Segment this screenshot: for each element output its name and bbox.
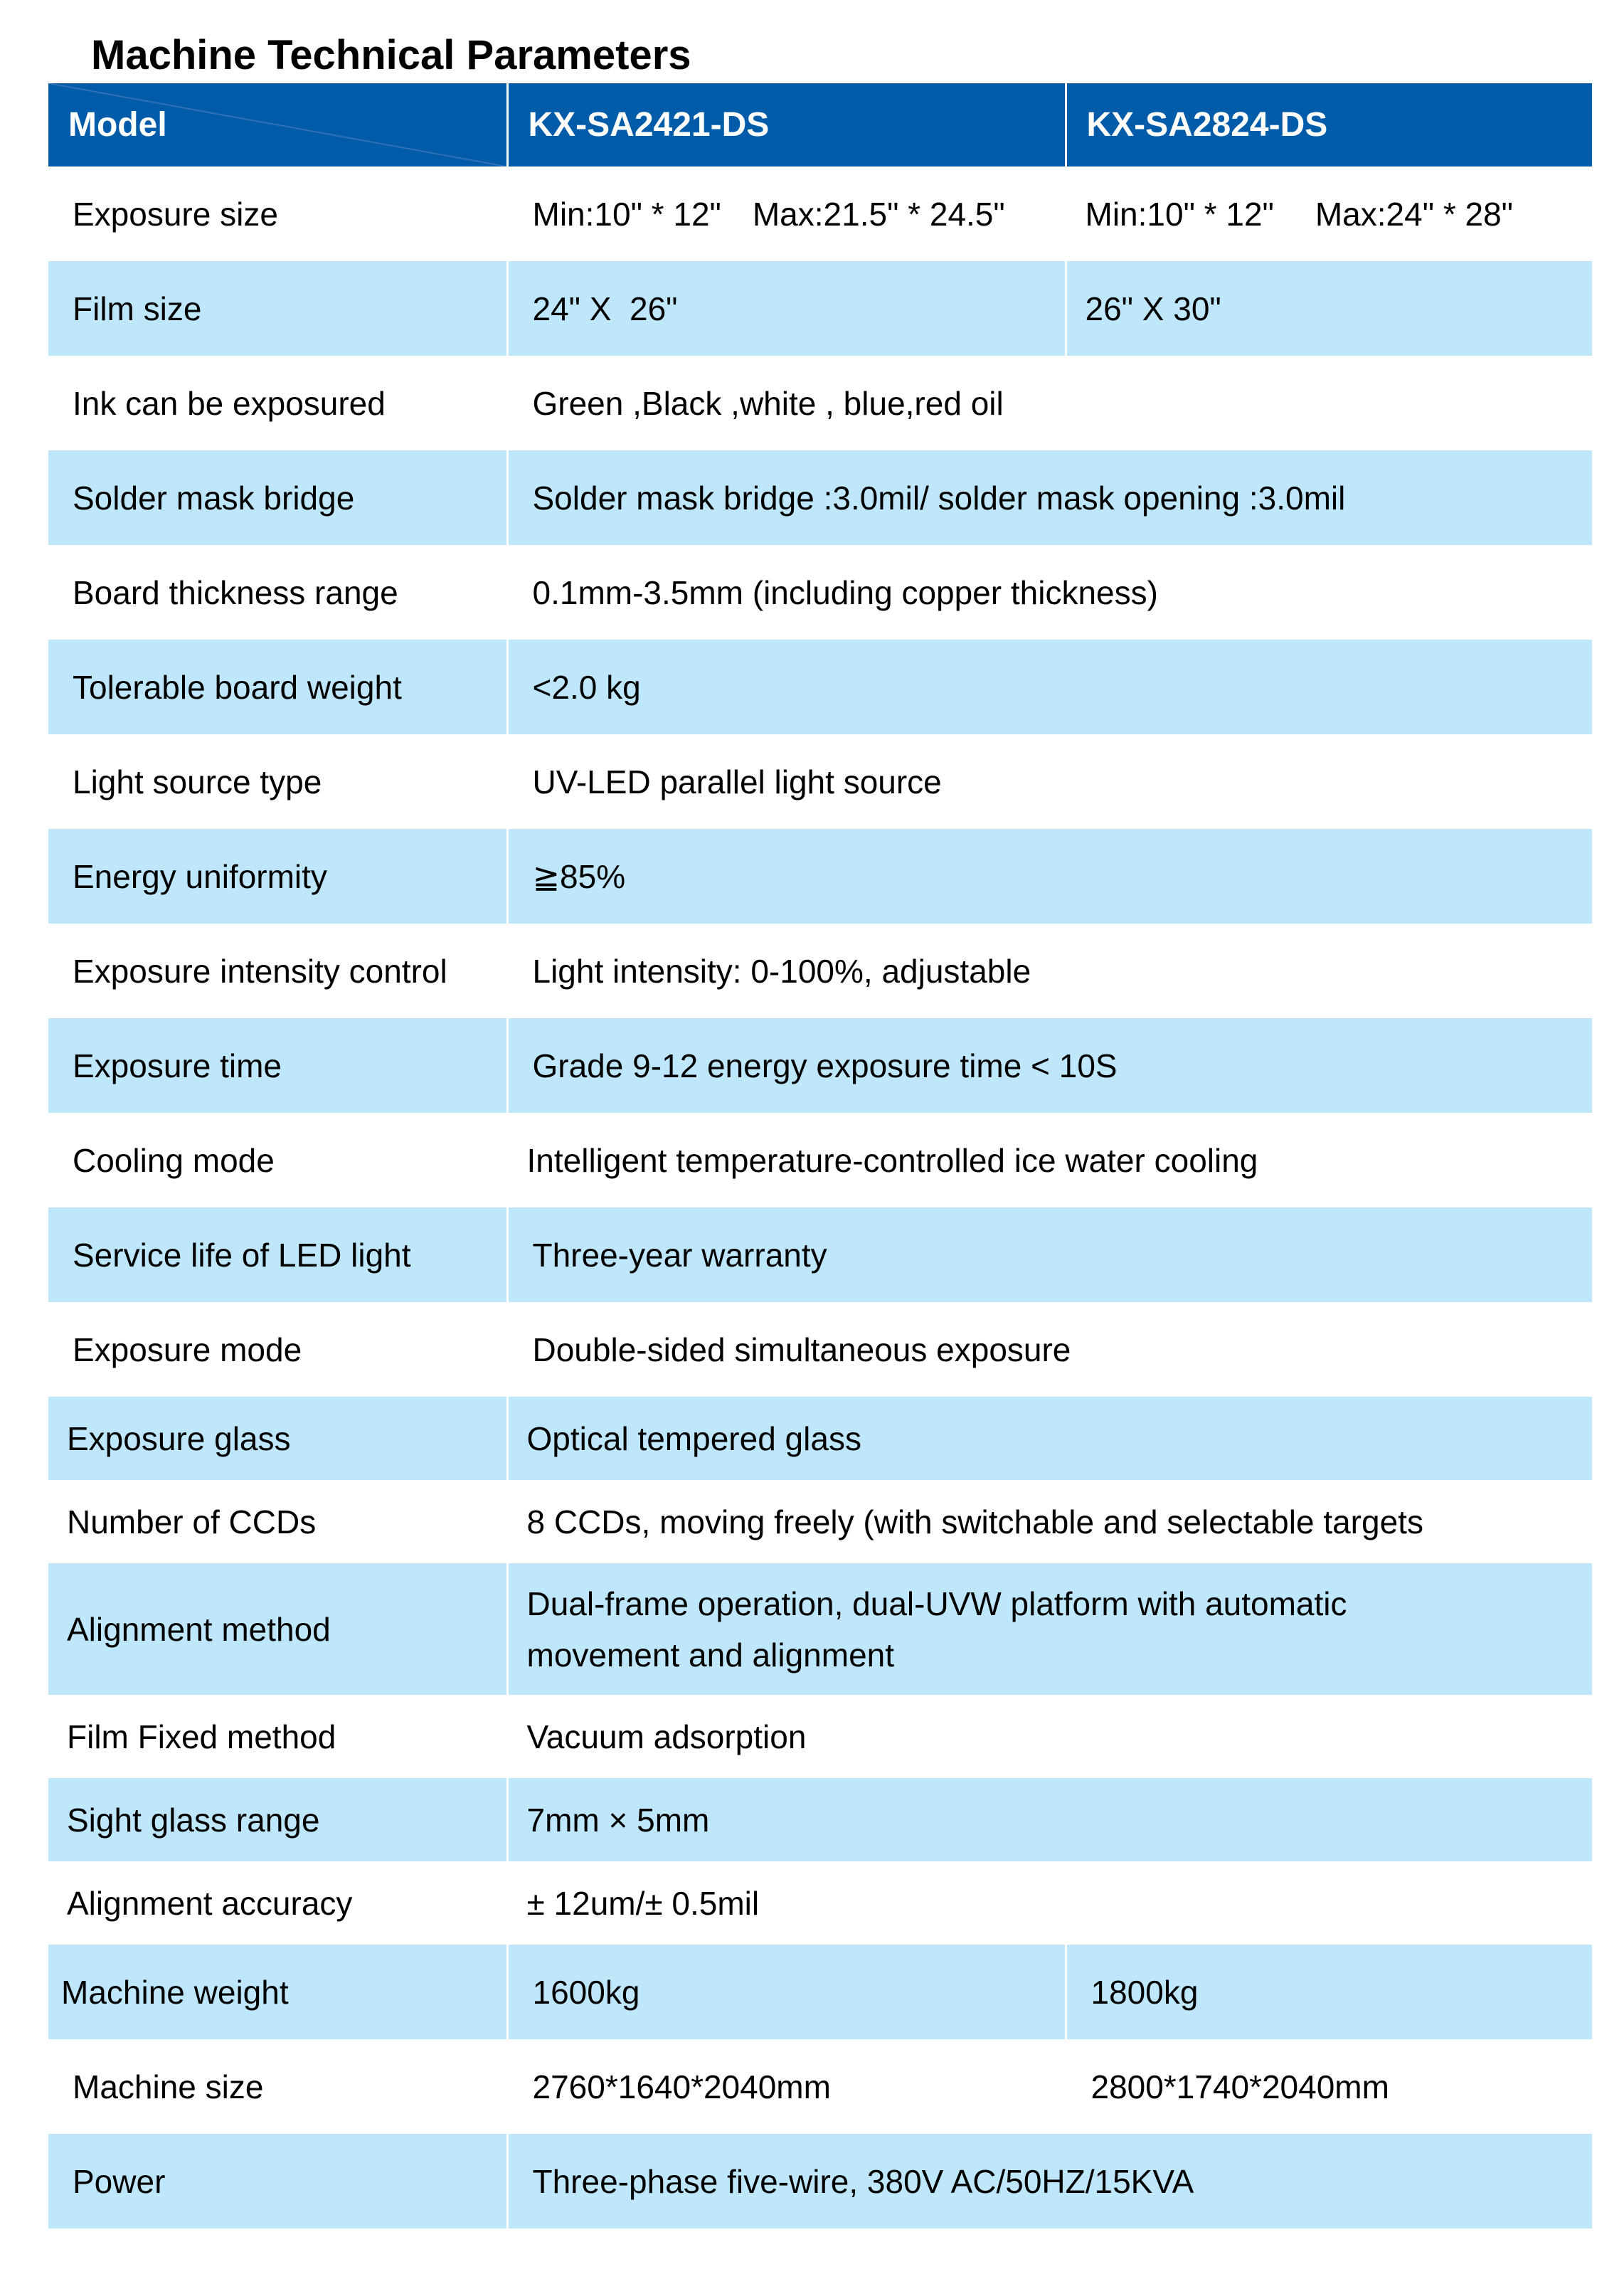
row-label: Number of CCDs: [67, 1503, 317, 1540]
table-header-row: [48, 83, 1592, 166]
exposure-size-b-max: Max:24" * 28": [1315, 195, 1513, 233]
table-row: [48, 1695, 1592, 1778]
row-label: Sight glass range: [67, 1801, 320, 1839]
row-value: 8 CCDs, moving freely (with switchable and selectable targets: [507, 1480, 1592, 1563]
row-label: Solder mask bridge: [73, 479, 355, 517]
row-label: Exposure mode: [73, 1331, 302, 1368]
row-value: Light intensity: 0-100%, adjustable: [507, 924, 1592, 1018]
page-title: Machine Technical Parameters: [91, 32, 691, 78]
model-header-cell: [48, 83, 507, 166]
table-row: [48, 1397, 1592, 1480]
row-label: Alignment method: [67, 1610, 331, 1648]
row-label: Ink can be exposured: [73, 384, 386, 422]
model-b-value: 26" X 30": [1066, 261, 1592, 356]
row-value: Grade 9-12 energy exposure time < 10S: [507, 1018, 1592, 1113]
model-b-value: 2800*1740*2040mm: [1066, 2039, 1592, 2134]
table-row: [48, 640, 1592, 734]
table-row: [48, 1018, 1592, 1113]
table-row: [48, 1563, 1592, 1695]
row-value: ± 12um/± 0.5mil: [507, 1861, 1592, 1945]
model-a-header: KX-SA2421-DS: [507, 83, 1066, 166]
model-b-header: KX-SA2824-DS: [1066, 83, 1592, 166]
exposure-size-b-min: Min:10" * 12": [1085, 195, 1274, 233]
model-a-value: 2760*1640*2040mm: [507, 2039, 1066, 2134]
table-row: [48, 356, 1592, 450]
row-value: Dual-frame operation, dual-UVW platform with automatic movement and alignment: [507, 1563, 1592, 1695]
row-label: Exposure glass: [67, 1419, 291, 1457]
table-row: [48, 1480, 1592, 1563]
model-header-label: Model: [68, 105, 167, 144]
row-label: Machine size: [73, 2068, 264, 2105]
row-value: Three-phase five-wire, 380V AC/50HZ/15KVA: [507, 2134, 1592, 2229]
row-value: Green ,Black ,white , blue,red oil: [507, 356, 1592, 450]
table-row: [48, 166, 1592, 261]
row-label: Machine weight: [61, 1973, 289, 2011]
row-label: Energy uniformity: [73, 857, 327, 895]
row-label: Exposure time: [73, 1047, 282, 1084]
row-value: 0.1mm-3.5mm (including copper thickness): [507, 545, 1592, 640]
row-label: Service life of LED light: [73, 1236, 411, 1274]
table-row: [48, 545, 1592, 640]
row-label: Board thickness range: [73, 573, 398, 611]
exposure-size-a-min: Min:10" * 12": [532, 195, 721, 233]
table-row: [48, 1945, 1592, 2039]
row-label: Film size: [73, 290, 202, 327]
model-a-value: [507, 166, 1066, 261]
row-value: Vacuum adsorption: [507, 1695, 1592, 1778]
table-row: [48, 1861, 1592, 1945]
row-value: Double-sided simultaneous exposure: [507, 1302, 1592, 1397]
row-value: Solder mask bridge :3.0mil/ solder mask opening :3.0mil: [507, 450, 1592, 545]
table-row: [48, 924, 1592, 1018]
model-b-value: 1800kg: [1066, 1945, 1592, 2039]
table-row: [48, 829, 1592, 924]
row-value: Optical tempered glass: [507, 1397, 1592, 1480]
row-label: Tolerable board weight: [73, 668, 402, 706]
spec-table: [48, 83, 1592, 2229]
row-label: Alignment accuracy: [67, 1884, 353, 1922]
row-label: Light source type: [73, 763, 322, 800]
table-row: [48, 2039, 1592, 2134]
table-row: [48, 1778, 1592, 1861]
row-label: Exposure size: [73, 195, 278, 233]
row-value: Three-year warranty: [507, 1207, 1592, 1302]
model-a-value: 1600kg: [507, 1945, 1066, 2039]
row-value: Intelligent temperature-controlled ice water cooling: [507, 1113, 1592, 1207]
row-label: Film Fixed method: [67, 1718, 336, 1755]
table-row: [48, 450, 1592, 545]
row-label: Exposure intensity control: [73, 952, 447, 990]
table-row: [48, 261, 1592, 356]
exposure-size-a-max: Max:21.5" * 24.5": [752, 195, 1005, 233]
row-label: Cooling mode: [73, 1141, 275, 1179]
table-row: [48, 734, 1592, 829]
table-row: [48, 1302, 1592, 1397]
row-value: UV-LED parallel light source: [507, 734, 1592, 829]
table-row: [48, 1207, 1592, 1302]
row-value: ≧85%: [507, 829, 1592, 924]
model-b-value: [1066, 166, 1592, 261]
row-value: 7mm × 5mm: [507, 1778, 1592, 1861]
table-row: [48, 1113, 1592, 1207]
row-label: Power: [73, 2162, 166, 2200]
model-a-value: 24" X 26": [507, 261, 1066, 356]
row-value: <2.0 kg: [507, 640, 1592, 734]
table-row: [48, 2134, 1592, 2229]
